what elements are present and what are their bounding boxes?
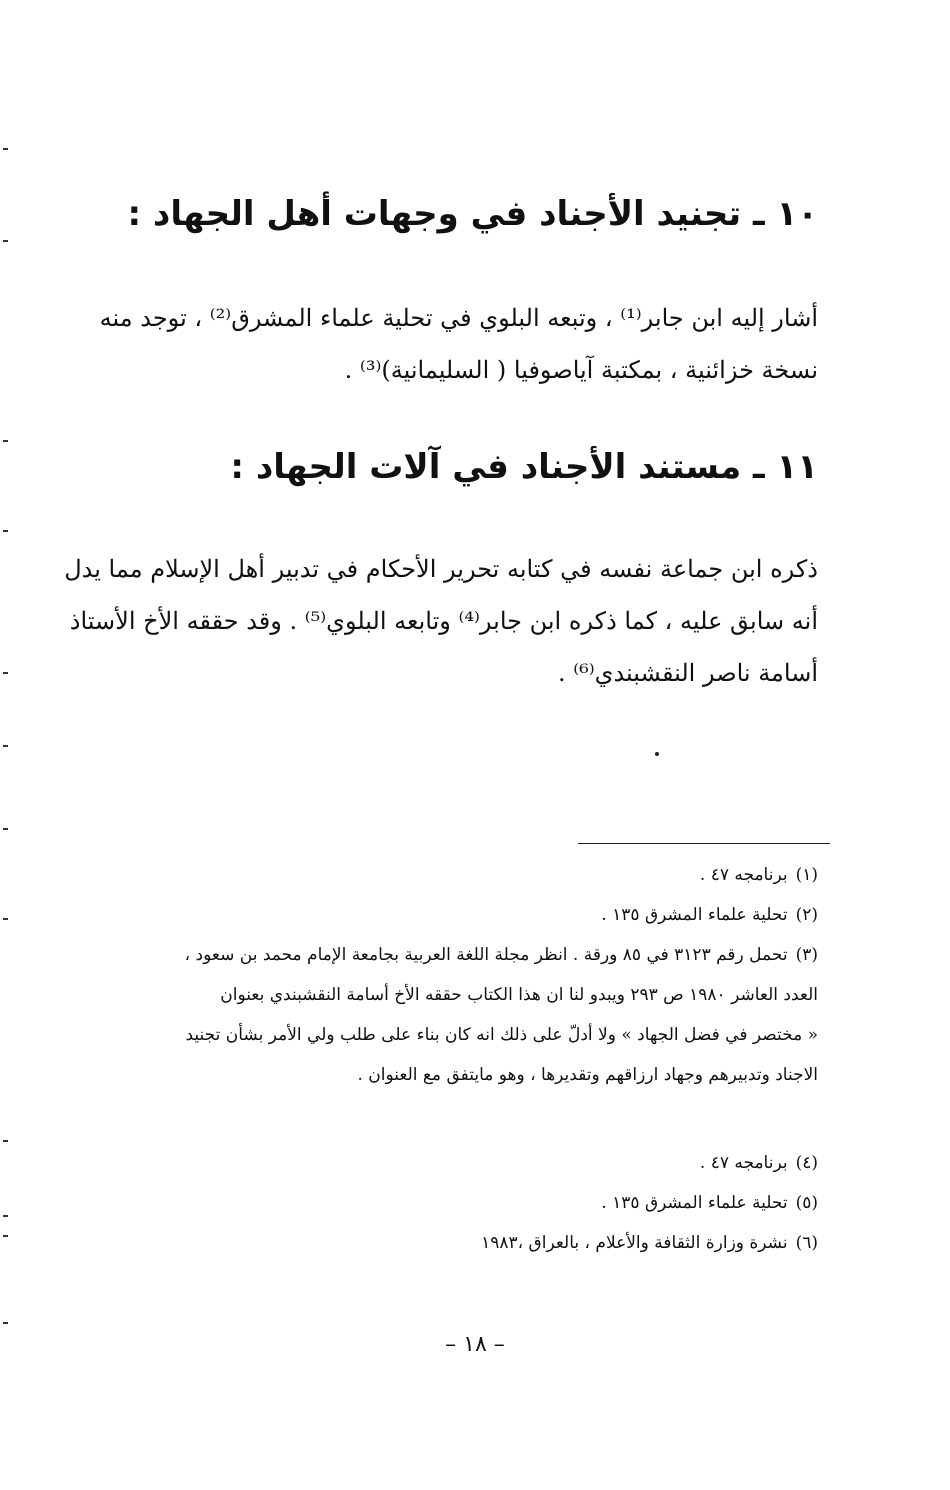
print-speck [655, 752, 659, 756]
footnote-number: (٤) [795, 1153, 818, 1173]
paragraph-line: نسخة خزائنية ، بمكتبة آياصوفيا ( السليمانية)⁽³⁾ . [344, 356, 818, 384]
footnote-item [118, 895, 818, 935]
section-10-heading: ١٠ ـ تجنيد الأجناد في وجهات أهل الجهاد : [127, 194, 818, 234]
scan-margin-mark [3, 1235, 8, 1237]
paragraph-line: أشار إليه ابن جابر⁽¹⁾ ، وتبعه البلوي في تحلية علماء المشرق⁽²⁾ ، توجد منه [99, 304, 818, 332]
footnotes [118, 855, 818, 1263]
footnote-item [118, 1223, 818, 1263]
footnote-item [118, 1183, 818, 1223]
scan-margin-mark [3, 440, 8, 442]
footnote-text: تحلية علماء المشرق ١٣٥ . [601, 905, 788, 925]
footnote-continuation: الاجناد وتدبيرهم وجهاد ارزاقهم وتقديرها ، وهو مايتفق مع العنوان . [357, 1065, 818, 1085]
scan-margin-mark [3, 530, 8, 532]
footnote-separator [578, 843, 830, 844]
footnote-text: نشرة وزارة الثقافة والأعلام ، بالعراق ،١٩٨٣ [481, 1233, 788, 1253]
paragraph-line: أنه سابق عليه ، كما ذكره ابن جابر⁽⁴⁾ وتابعه البلوي⁽⁵⁾ . وقد حققه الأخ الأستاذ [69, 607, 818, 635]
scan-margin-mark [3, 828, 8, 830]
footnote-number: (٥) [795, 1193, 818, 1213]
footnote-number: (١) [795, 865, 818, 885]
footnote-item [118, 855, 818, 895]
scan-margin-mark [3, 1322, 8, 1324]
scan-margin-mark [3, 918, 8, 920]
scan-margin-mark [3, 240, 8, 242]
footnote-gap [118, 1095, 818, 1143]
section-11-heading: ١١ ـ مستند الأجناد في آلات الجهاد : [230, 447, 818, 487]
footnote-item [118, 1143, 818, 1183]
section-11-paragraph [64, 543, 818, 699]
paragraph-line: أسامة ناصر النقشبندي⁽⁶⁾ . [558, 659, 818, 687]
scan-margin-mark [3, 672, 8, 674]
footnote-continuation: « مختصر في فضل الجهاد » ولا أدلّ على ذلك انه كان بناء على طلب ولي الأمر بشأن تجنيد [185, 1025, 818, 1045]
footnote-number: (٢) [795, 905, 818, 925]
scan-margin-mark [3, 1215, 8, 1217]
page-number: – ١٨ – [445, 1332, 505, 1357]
section-10-paragraph [99, 292, 818, 396]
footnote-continuation: العدد العاشر ١٩٨٠ ص ٢٩٣ ويبدو لنا ان هذا الكتاب حققه الأخ أسامة النقشبندي بعنوان [220, 985, 818, 1005]
scan-margin-mark [3, 1140, 8, 1142]
footnote-item [118, 935, 818, 975]
scan-margin-mark [3, 745, 8, 747]
footnote-text: برنامجه ٤٧ . [699, 865, 788, 885]
footnote-text: برنامجه ٤٧ . [699, 1153, 788, 1173]
footnote-number: (٣) [795, 945, 818, 965]
footnote-text: تحلية علماء المشرق ١٣٥ . [601, 1193, 788, 1213]
footnote-number: (٦) [795, 1233, 818, 1253]
footnote-text: تحمل رقم ٣١٢٣ في ٨٥ ورقة . انظر مجلة اللغة العربية بجامعة الإمام محمد بن سعود ، [184, 945, 788, 965]
paragraph-line: ذكره ابن جماعة نفسه في كتابه تحرير الأحكام في تدبير أهل الإسلام مما يدل [64, 555, 818, 583]
scan-margin-mark [3, 148, 8, 150]
